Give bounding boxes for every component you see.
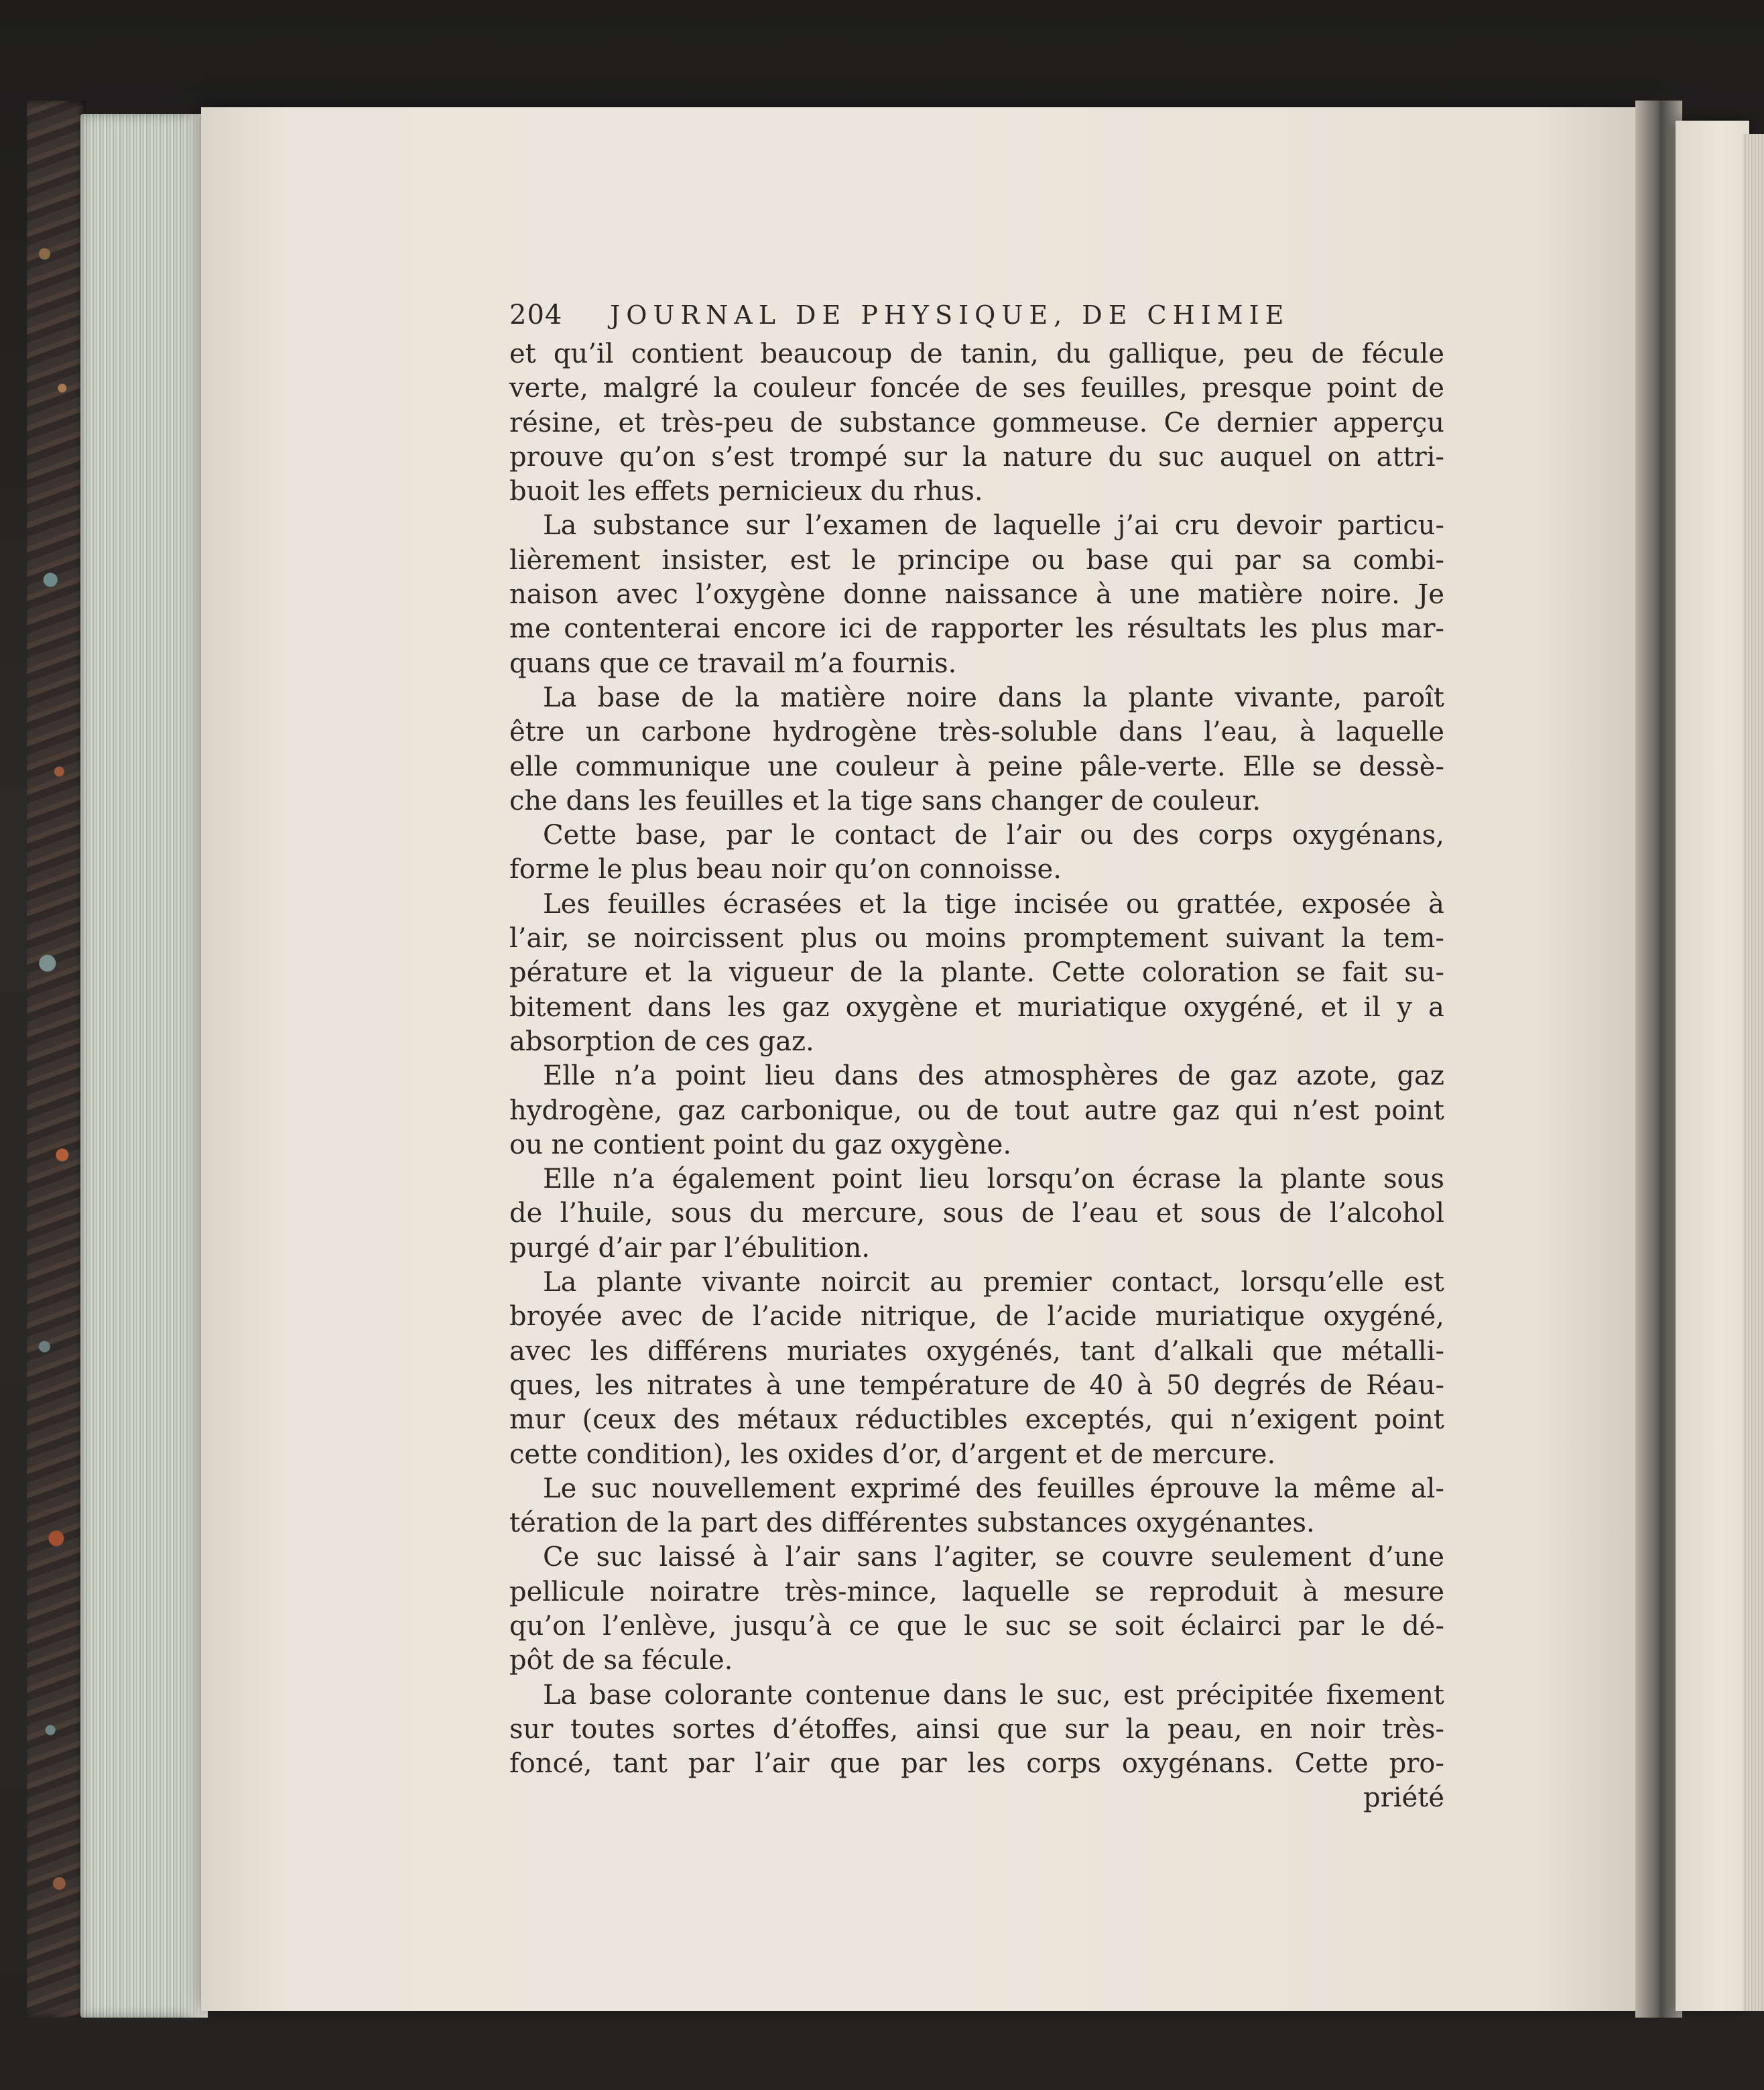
text-line: cette condition), les oxides d’or, d’argent et de mercure. bbox=[509, 1438, 1276, 1470]
page-block-edges bbox=[80, 114, 208, 2018]
text-line: absorption de ces gaz. bbox=[509, 1026, 814, 1057]
text-line: Elle n’a également point lieu lorsqu’on écrase la plante sous bbox=[543, 1164, 1444, 1195]
facing-page bbox=[1676, 121, 1749, 2011]
text-line: La base colorante contenue dans le suc, est précipitée fixement bbox=[543, 1679, 1444, 1711]
text-line: La plante vivante noircit au premier contact, lorsqu’elle est bbox=[543, 1267, 1444, 1298]
text-line: naison avec l’oxygène donne naissance à une matière noire. Je bbox=[509, 579, 1444, 611]
text-line: elle communique une couleur à peine pâle-verte. Elle se dessè- bbox=[509, 751, 1444, 782]
text-line: être un carbone hydrogène très-soluble dans l’eau, à laquelle bbox=[509, 717, 1444, 748]
text-line: l’air, se noircissent plus ou moins promptement suivant la tem- bbox=[509, 923, 1444, 955]
text-line: ques, les nitrates à une température de 40 à 50 degrés de Réau- bbox=[509, 1369, 1444, 1401]
text-line: prouve qu’on s’est trompé sur la nature du suc auquel on attri- bbox=[509, 441, 1444, 473]
text-line: pérature et la vigueur de la plante. Cette coloration se fait su- bbox=[509, 957, 1444, 989]
text-line: Les feuilles écrasées et la tige incisée ou grattée, exposée à bbox=[543, 888, 1444, 920]
text-line: hydrogène, gaz carbonique, ou de tout autre gaz qui n’est point bbox=[509, 1095, 1444, 1126]
facing-page-edges bbox=[1743, 134, 1764, 2011]
text-line: mur (ceux des métaux réductibles exceptés, qui n’exigent point bbox=[509, 1404, 1444, 1436]
text-line: me contenterai encore ici de rapporter les résultats les plus mar- bbox=[509, 613, 1444, 645]
catchword-row bbox=[509, 1781, 1444, 1815]
text-line: bitement dans les gaz oxygène et muriatique oxygéné, et il y a bbox=[509, 991, 1444, 1023]
text-line: Ce suc laissé à l’air sans l’agiter, se couvre seulement d’une bbox=[543, 1542, 1444, 1573]
page-header bbox=[509, 298, 1444, 337]
text-line: Cette base, par le contact de l’air ou des corps oxygénans, bbox=[543, 820, 1444, 851]
text-line: sur toutes sortes d’étoffes, ainsi que sur la peau, en noir très- bbox=[509, 1713, 1444, 1745]
text-line: buoit les effets pernicieux du rhus. bbox=[509, 476, 983, 507]
text-line: La base de la matière noire dans la plante vivante, paroît bbox=[543, 682, 1444, 713]
text-line: La substance sur l’examen de laquelle j’ai cru devoir particu- bbox=[543, 510, 1444, 542]
text-line: lièrement insister, est le principe ou base qui par sa combi- bbox=[509, 544, 1444, 576]
text-line: Elle n’a point lieu dans des atmosphères de gaz azote, gaz bbox=[543, 1060, 1444, 1092]
text-line: pellicule noiratre très-mince, laquelle se reproduit à mesure bbox=[509, 1576, 1444, 1607]
text-line: forme le plus beau noir qu’on connoisse. bbox=[509, 854, 1062, 885]
text-line: verte, malgré la couleur foncée de ses feuilles, presque point de bbox=[509, 373, 1444, 404]
text-line: quans que ce travail m’a fournis. bbox=[509, 648, 957, 679]
text-line: Le suc nouvellement exprimé des feuilles éprouve la même al- bbox=[543, 1473, 1444, 1504]
text-line: qu’on l’enlève, jusqu’à ce que le suc se soit éclairci par le dé- bbox=[509, 1610, 1444, 1642]
text-line: et qu’il contient beaucoup de tanin, du gallique, peu de fécule bbox=[509, 339, 1444, 369]
text-line: broyée avec de l’acide nitrique, de l’acide muriatique oxygéné, bbox=[509, 1301, 1444, 1333]
text-line: che dans les feuilles et la tige sans changer de couleur. bbox=[509, 785, 1261, 816]
page-text bbox=[509, 298, 1444, 1815]
text-line: purgé d’air par l’ébulition. bbox=[509, 1232, 871, 1264]
catchword: priété bbox=[1363, 1782, 1444, 1814]
text-line: pôt de sa fécule. bbox=[509, 1645, 733, 1676]
text-line: foncé, tant par l’air que par les corps oxygénans. Cette pro- bbox=[509, 1748, 1444, 1780]
body-text bbox=[509, 337, 1444, 1781]
text-line: résine, et très-peu de substance gommeuse. Ce dernier apperçu bbox=[509, 407, 1444, 438]
running-head: JOURNAL DE PHYSIQUE, DE CHIMIE bbox=[610, 300, 1290, 330]
text-line: tération de la part des différentes substances oxygénantes. bbox=[509, 1508, 1315, 1539]
page-number: 204 bbox=[509, 300, 563, 330]
text-line: ou ne contient point du gaz oxygène. bbox=[509, 1129, 1012, 1160]
text-line: avec les différens muriates oxygénés, tant d’alkali que métalli- bbox=[509, 1335, 1444, 1367]
text-line: de l’huile, sous du mercure, sous de l’eau et sous de l’alcohol bbox=[509, 1198, 1444, 1229]
marbled-book-cover bbox=[27, 101, 86, 2018]
